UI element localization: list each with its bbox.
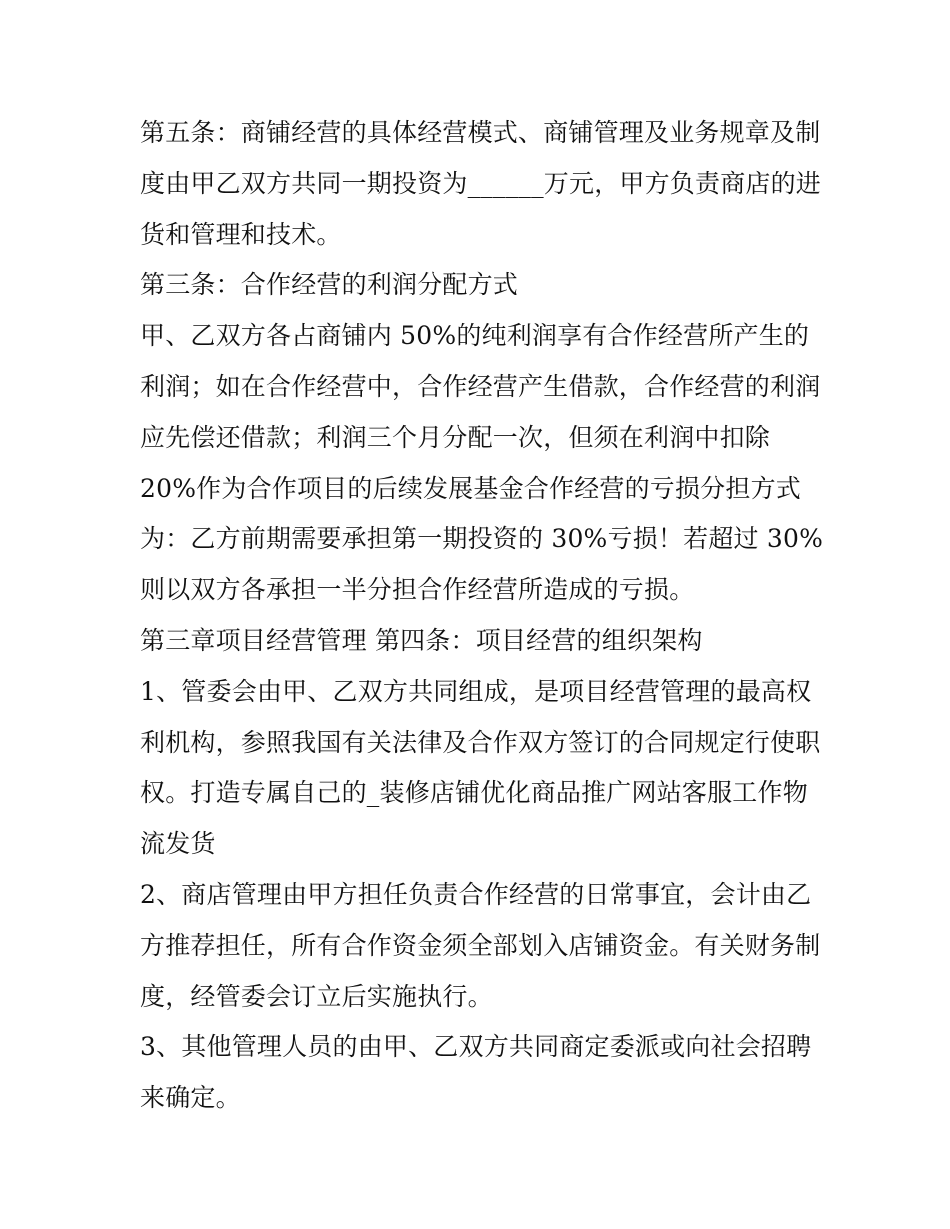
text-line: 则以双方各承担一半分担合作经营所造成的亏损。 xyxy=(140,575,695,605)
text-line: 度，经管委会订立后实施执行。 xyxy=(140,981,493,1011)
text-line: 2、商店管理由甲方担任负责合作经营的日常事宜，会计由乙 xyxy=(140,879,812,909)
text-line: 利机构，参照我国有关法律及合作双方签订的合同规定行使职 xyxy=(140,727,821,757)
text-line: 度由甲乙双方共同一期投资为______万元，甲方负责商店的进 xyxy=(140,168,822,198)
text-line: 第五条：商铺经营的具体经营模式、商铺管理及业务规章及制 xyxy=(140,118,821,147)
text-line: 利润；如在合作经营中，合作经营产生借款，合作经营的利润 xyxy=(140,371,821,401)
text-line: 货和管理和技术。 xyxy=(140,219,342,249)
text-line: 为：乙方前期需要承担第一期投资的 30%亏损！若超过 30% xyxy=(140,524,824,554)
chapter-heading: 第三章项目经营管理 第四条：项目经营的组织架构 xyxy=(140,625,703,655)
text-line: 1、管委会由甲、乙双方共同组成，是项目经营管理的最高权 xyxy=(140,676,812,706)
text-line: 应先偿还借款；利润三个月分配一次，但须在利润中扣除 xyxy=(140,422,771,452)
section-heading: 第三条：合作经营的利润分配方式 xyxy=(140,270,519,300)
text-line: 20%作为合作项目的后续发展基金合作经营的亏损分担方式 xyxy=(140,473,801,503)
text-line: 来确定。 xyxy=(140,1083,241,1113)
document-body xyxy=(140,108,824,1124)
text-line: 流发货 xyxy=(140,829,216,859)
text-line: 3、其他管理人员的由甲、乙双方共同商定委派或向社会招聘 xyxy=(140,1032,812,1062)
text-line: 权。打造专属自己的_装修店铺优化商品推广网站客服工作物 xyxy=(140,778,808,808)
text-line: 甲、乙双方各占商铺内 50%的纯利润享有合作经营所产生的 xyxy=(140,321,810,351)
text-line: 方推荐担任，所有合作资金须全部划入店铺资金。有关财务制 xyxy=(140,930,821,960)
